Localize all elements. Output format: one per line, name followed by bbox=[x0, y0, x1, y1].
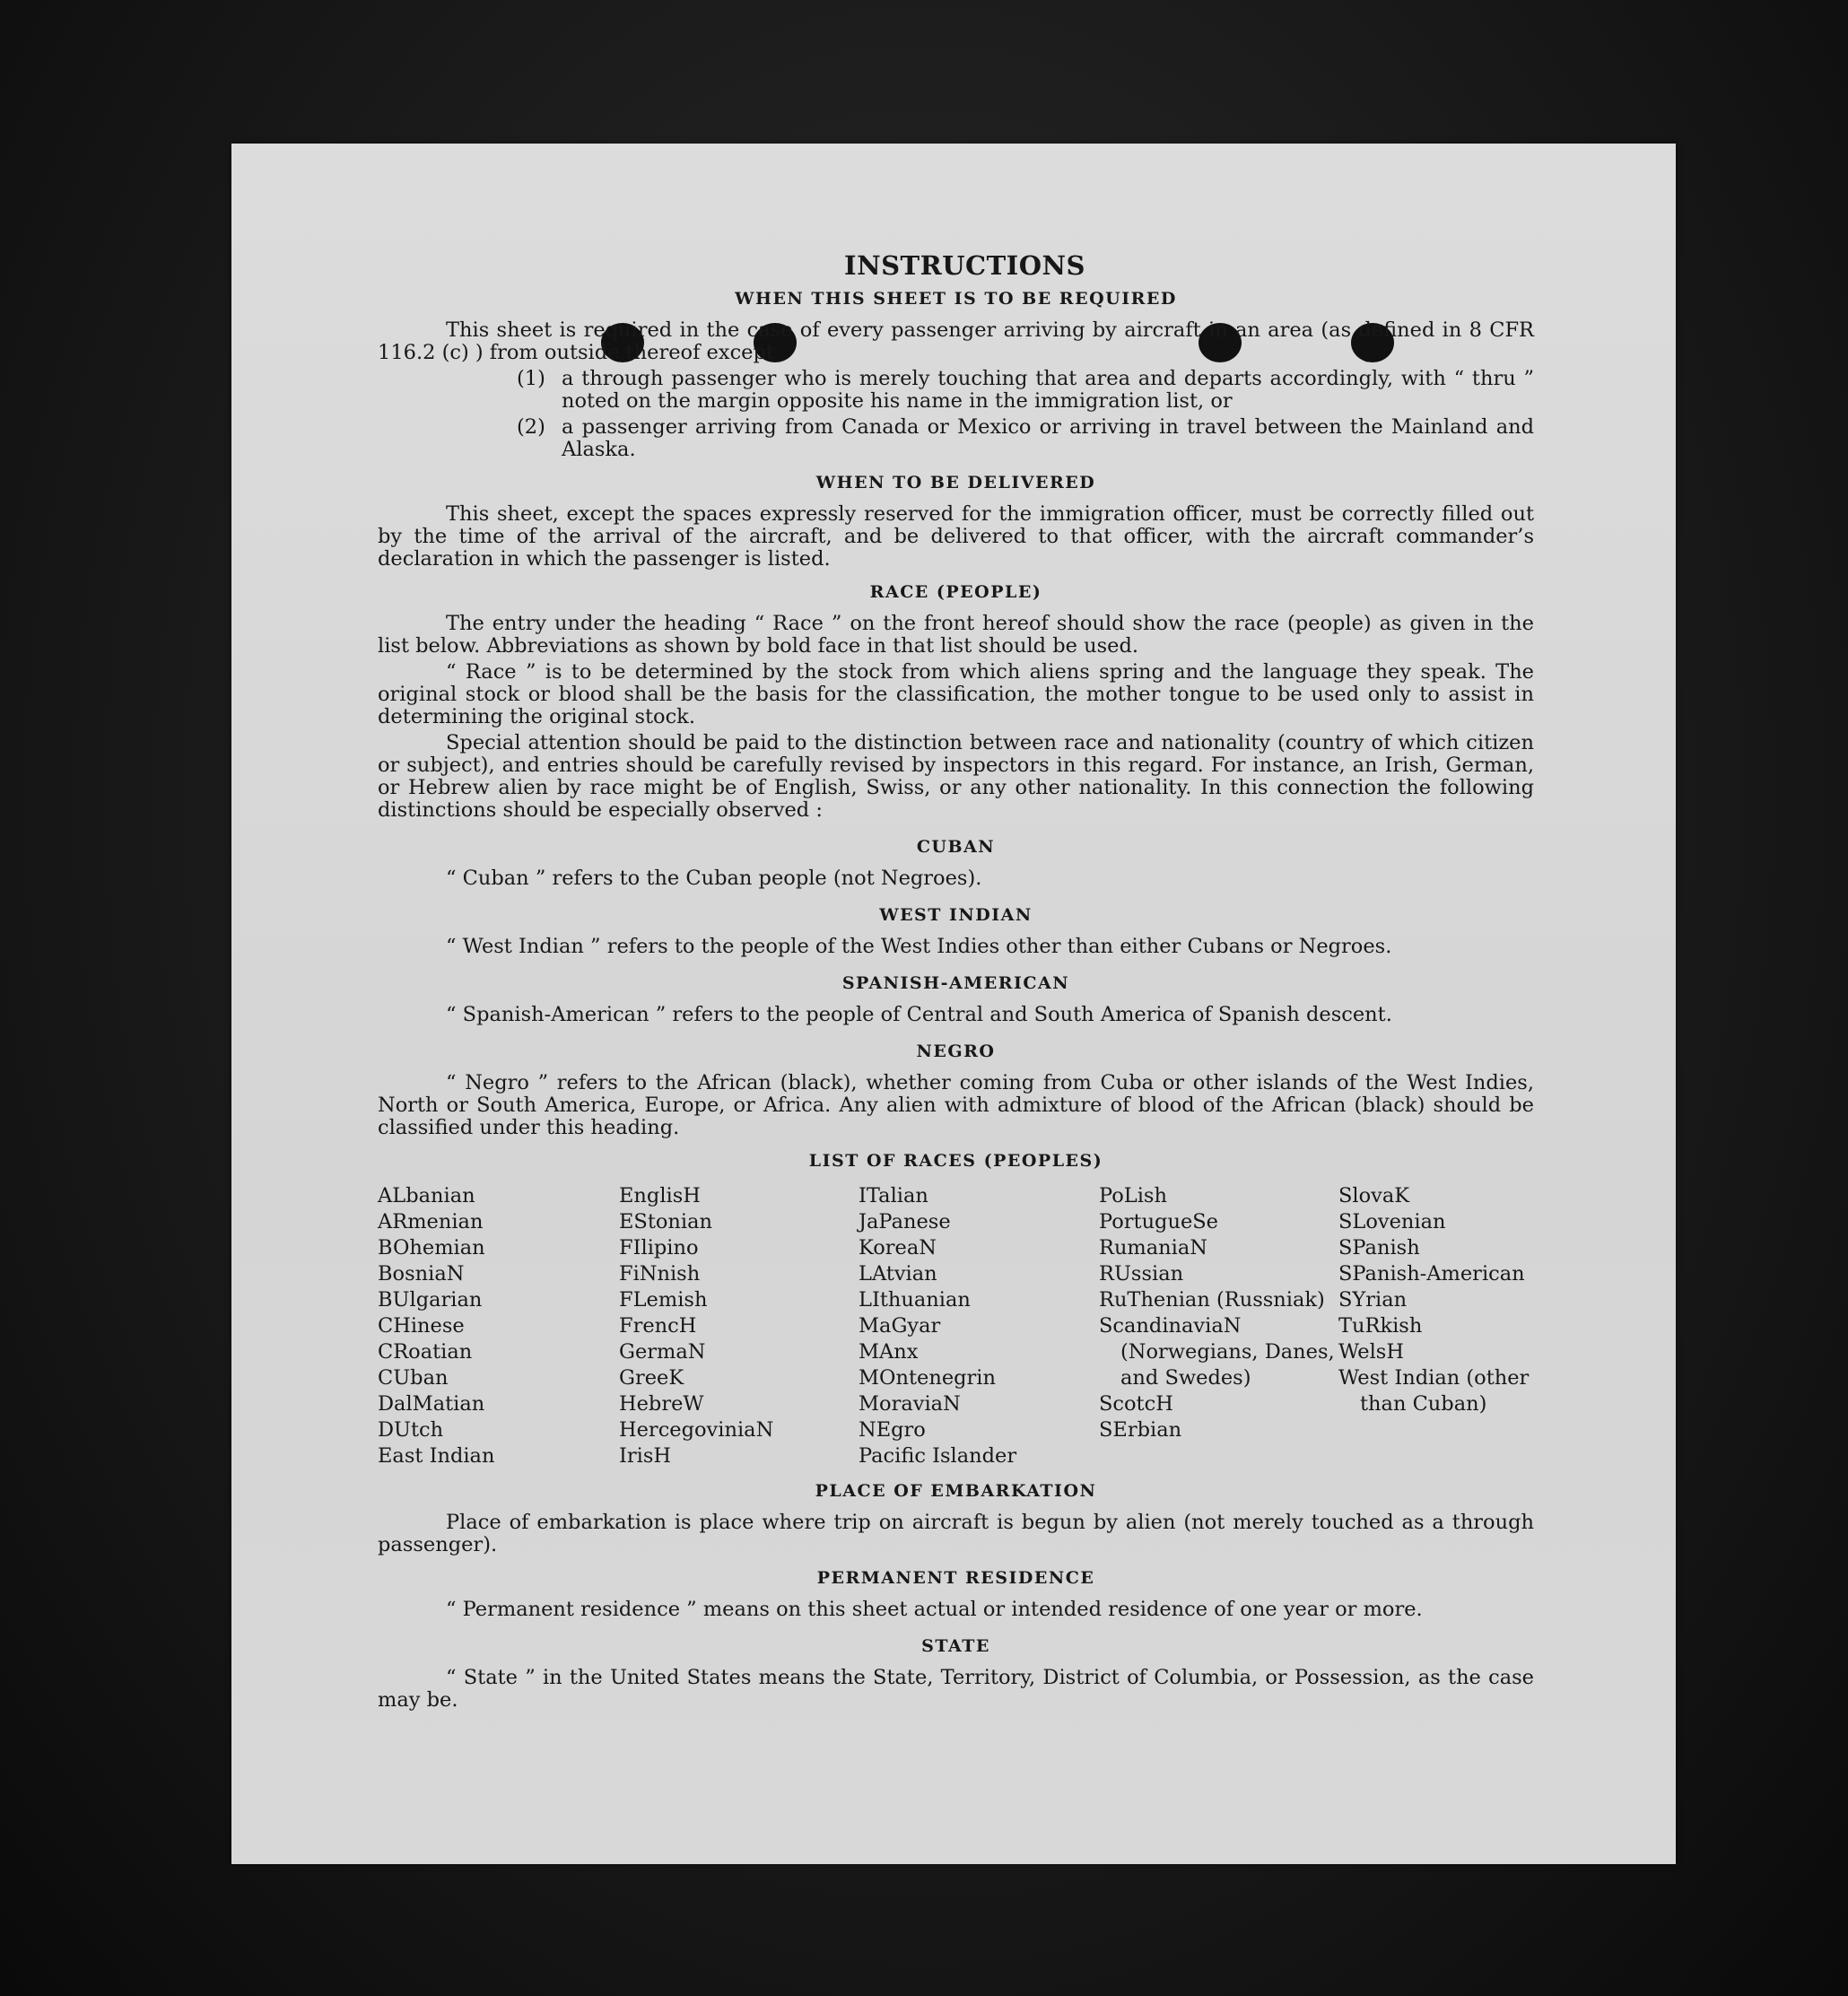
race-item: MaGyar bbox=[859, 1314, 941, 1338]
race-item: ScotcH bbox=[1099, 1392, 1173, 1416]
delivered-text: This sheet, except the spaces expressly reserved for the immigration officer, must be correctly filled out by the time of the arrival of the aircraft, and be delivered to that officer, with the aircraft commander’s declaration in which the passenger is listed. bbox=[378, 502, 1534, 571]
race-item: SlovaK bbox=[1338, 1184, 1410, 1207]
race-item: ITalian bbox=[859, 1184, 928, 1207]
race-item: LAtvian bbox=[859, 1262, 937, 1286]
race-item: TuRkish bbox=[1338, 1314, 1423, 1338]
races-column-3 bbox=[859, 1183, 1099, 1469]
race-item: SYrian bbox=[1338, 1288, 1408, 1312]
required-item-2 bbox=[517, 416, 1534, 461]
race-item: DUtch bbox=[378, 1418, 444, 1442]
race-item: GreeK bbox=[619, 1366, 684, 1390]
race-item: EnglisH bbox=[619, 1184, 701, 1207]
residence-text: “ Permanent residence ” means on this sheet actual or intended residence of one year or more. bbox=[446, 1598, 1423, 1621]
race-item: MOntenegrin bbox=[859, 1366, 996, 1390]
races-column-5 bbox=[1338, 1183, 1534, 1469]
race-item: BUlgarian bbox=[378, 1288, 483, 1312]
race-item: MoraviaN bbox=[859, 1392, 961, 1416]
races-list bbox=[378, 1183, 1534, 1469]
heading-residence: PERMANENT RESIDENCE bbox=[816, 1568, 1095, 1588]
heading-cuban: CUBAN bbox=[916, 837, 996, 857]
state-text: “ State ” in the United States means the State, Territory, District of Columbia, or Possession, as the case may be. bbox=[378, 1666, 1534, 1712]
race-item: SPanish-American bbox=[1338, 1262, 1525, 1286]
races-column-2 bbox=[619, 1183, 859, 1469]
heading-embarkation: PLACE OF EMBARKATION bbox=[815, 1481, 1097, 1501]
races-column-1 bbox=[378, 1183, 619, 1469]
heading-spanish-american: SPANISH-AMERICAN bbox=[841, 973, 1070, 993]
race-item: SPanish bbox=[1338, 1236, 1420, 1259]
embarkation-text: Place of embarkation is place where trip on aircraft is begun by alien (not merely touched as a through passenger). bbox=[378, 1511, 1534, 1556]
page-title: INSTRUCTIONS bbox=[844, 250, 1085, 281]
heading-west-indian: WEST INDIAN bbox=[879, 905, 1033, 925]
race-paragraph-3: Special attention should be paid to the distinction between race and nationality (country of which citizen or subject), and entries should be carefully revised by inspectors in this regard. For instance, an Irish, German, or Hebrew alien by race might be of English, Swiss, or any other nationality. In this connection the following distinctions should be especially observed : bbox=[378, 731, 1534, 822]
item-text: a passenger arriving from Canada or Mexico or arriving in travel between the Mainland and Alaska. bbox=[562, 415, 1534, 461]
race-item: GermaN bbox=[619, 1340, 706, 1364]
heading-race: RACE (PEOPLE) bbox=[869, 582, 1042, 602]
heading-races-list: LIST OF RACES (PEOPLES) bbox=[808, 1151, 1103, 1171]
race-item: BOhemian bbox=[378, 1236, 485, 1259]
race-item: WelsH bbox=[1338, 1340, 1404, 1364]
race-item: HebreW bbox=[619, 1392, 704, 1416]
race-paragraph-2: “ Race ” is to be determined by the stock from which aliens spring and the language they speak. The original stock or blood shall be the basis for the classification, the mother tongue to be used only to assist in determining the original stock. bbox=[378, 660, 1534, 728]
heading-required: WHEN THIS SHEET IS TO BE REQUIRED bbox=[735, 289, 1177, 309]
required-item-1 bbox=[517, 368, 1534, 413]
race-item: KoreaN bbox=[859, 1236, 937, 1259]
race-item: CHinese bbox=[378, 1314, 465, 1338]
item-text: a through passenger who is merely touching that area and departs accordingly, with “ thru ” noted on the margin opposite his name in the immigration list, or bbox=[562, 367, 1534, 413]
heading-state: STATE bbox=[921, 1636, 990, 1656]
race-item: SLovenian bbox=[1338, 1210, 1446, 1233]
race-item: BosniaN bbox=[378, 1262, 465, 1286]
race-item: ScandinaviaN (Norwegians, Danes, and Swedes) bbox=[1099, 1314, 1335, 1390]
race-item: JaPanese bbox=[859, 1210, 951, 1233]
race-item: FLemish bbox=[619, 1288, 708, 1312]
race-item: CUban bbox=[378, 1366, 449, 1390]
race-item: RumaniaN bbox=[1099, 1236, 1207, 1259]
race-item: LIthuanian bbox=[859, 1288, 971, 1312]
race-item: FrencH bbox=[619, 1314, 697, 1338]
required-intro: This sheet is required in the case of every passenger arriving by aircraft in an area (as defined in 8 CFR 116.2 (c) ) from outside thereof except bbox=[378, 318, 1534, 364]
race-item: RUssian bbox=[1099, 1262, 1184, 1286]
race-item: IrisH bbox=[619, 1444, 672, 1468]
cuban-text: “ Cuban ” refers to the Cuban people (not Negroes). bbox=[446, 867, 982, 890]
race-item: EStonian bbox=[619, 1210, 713, 1233]
race-item: FIlipino bbox=[619, 1236, 699, 1259]
races-column-4 bbox=[1099, 1183, 1338, 1469]
race-item: SErbian bbox=[1099, 1418, 1182, 1442]
race-item: DalMatian bbox=[378, 1392, 485, 1416]
heading-delivered: WHEN TO BE DELIVERED bbox=[815, 473, 1096, 492]
spanish-american-text: “ Spanish-American ” refers to the people of Central and South America of Spanish descent. bbox=[446, 1003, 1392, 1026]
item-number: (2) bbox=[517, 415, 545, 439]
race-item: PoLish bbox=[1099, 1184, 1167, 1207]
race-item: CRoatian bbox=[378, 1340, 473, 1364]
race-item: MAnx bbox=[859, 1340, 919, 1364]
race-item: Pacific Islander bbox=[859, 1444, 1017, 1468]
race-item: RuThenian (Russniak) bbox=[1099, 1288, 1325, 1312]
race-item: ARmenian bbox=[378, 1210, 484, 1233]
race-item: ALbanian bbox=[378, 1184, 475, 1207]
item-number: (1) bbox=[517, 367, 545, 390]
race-item: FiNnish bbox=[619, 1262, 701, 1286]
race-item: PortugueSe bbox=[1099, 1210, 1219, 1233]
race-paragraph-1: The entry under the heading “ Race ” on the front hereof should show the race (people) as given in the list below. Abbreviations as shown by bold face in that list should be used. bbox=[378, 612, 1534, 658]
race-item: HercegoviniaN bbox=[619, 1418, 774, 1442]
heading-negro: NEGRO bbox=[916, 1042, 996, 1061]
race-item: West Indian (other than Cuban) bbox=[1338, 1366, 1530, 1416]
west-indian-text: “ West Indian ” refers to the people of the West Indies other than either Cubans or Negroes. bbox=[446, 935, 1392, 958]
race-item: East Indian bbox=[378, 1444, 495, 1468]
negro-text: “ Negro ” refers to the African (black), whether coming from Cuba or other islands of the West Indies, North or South America, Europe, or Africa. Any alien with admixture of blood of the African (black) should be classified under this heading. bbox=[378, 1071, 1534, 1139]
instructions-content bbox=[378, 251, 1534, 1712]
race-item: NEgro bbox=[859, 1418, 926, 1442]
